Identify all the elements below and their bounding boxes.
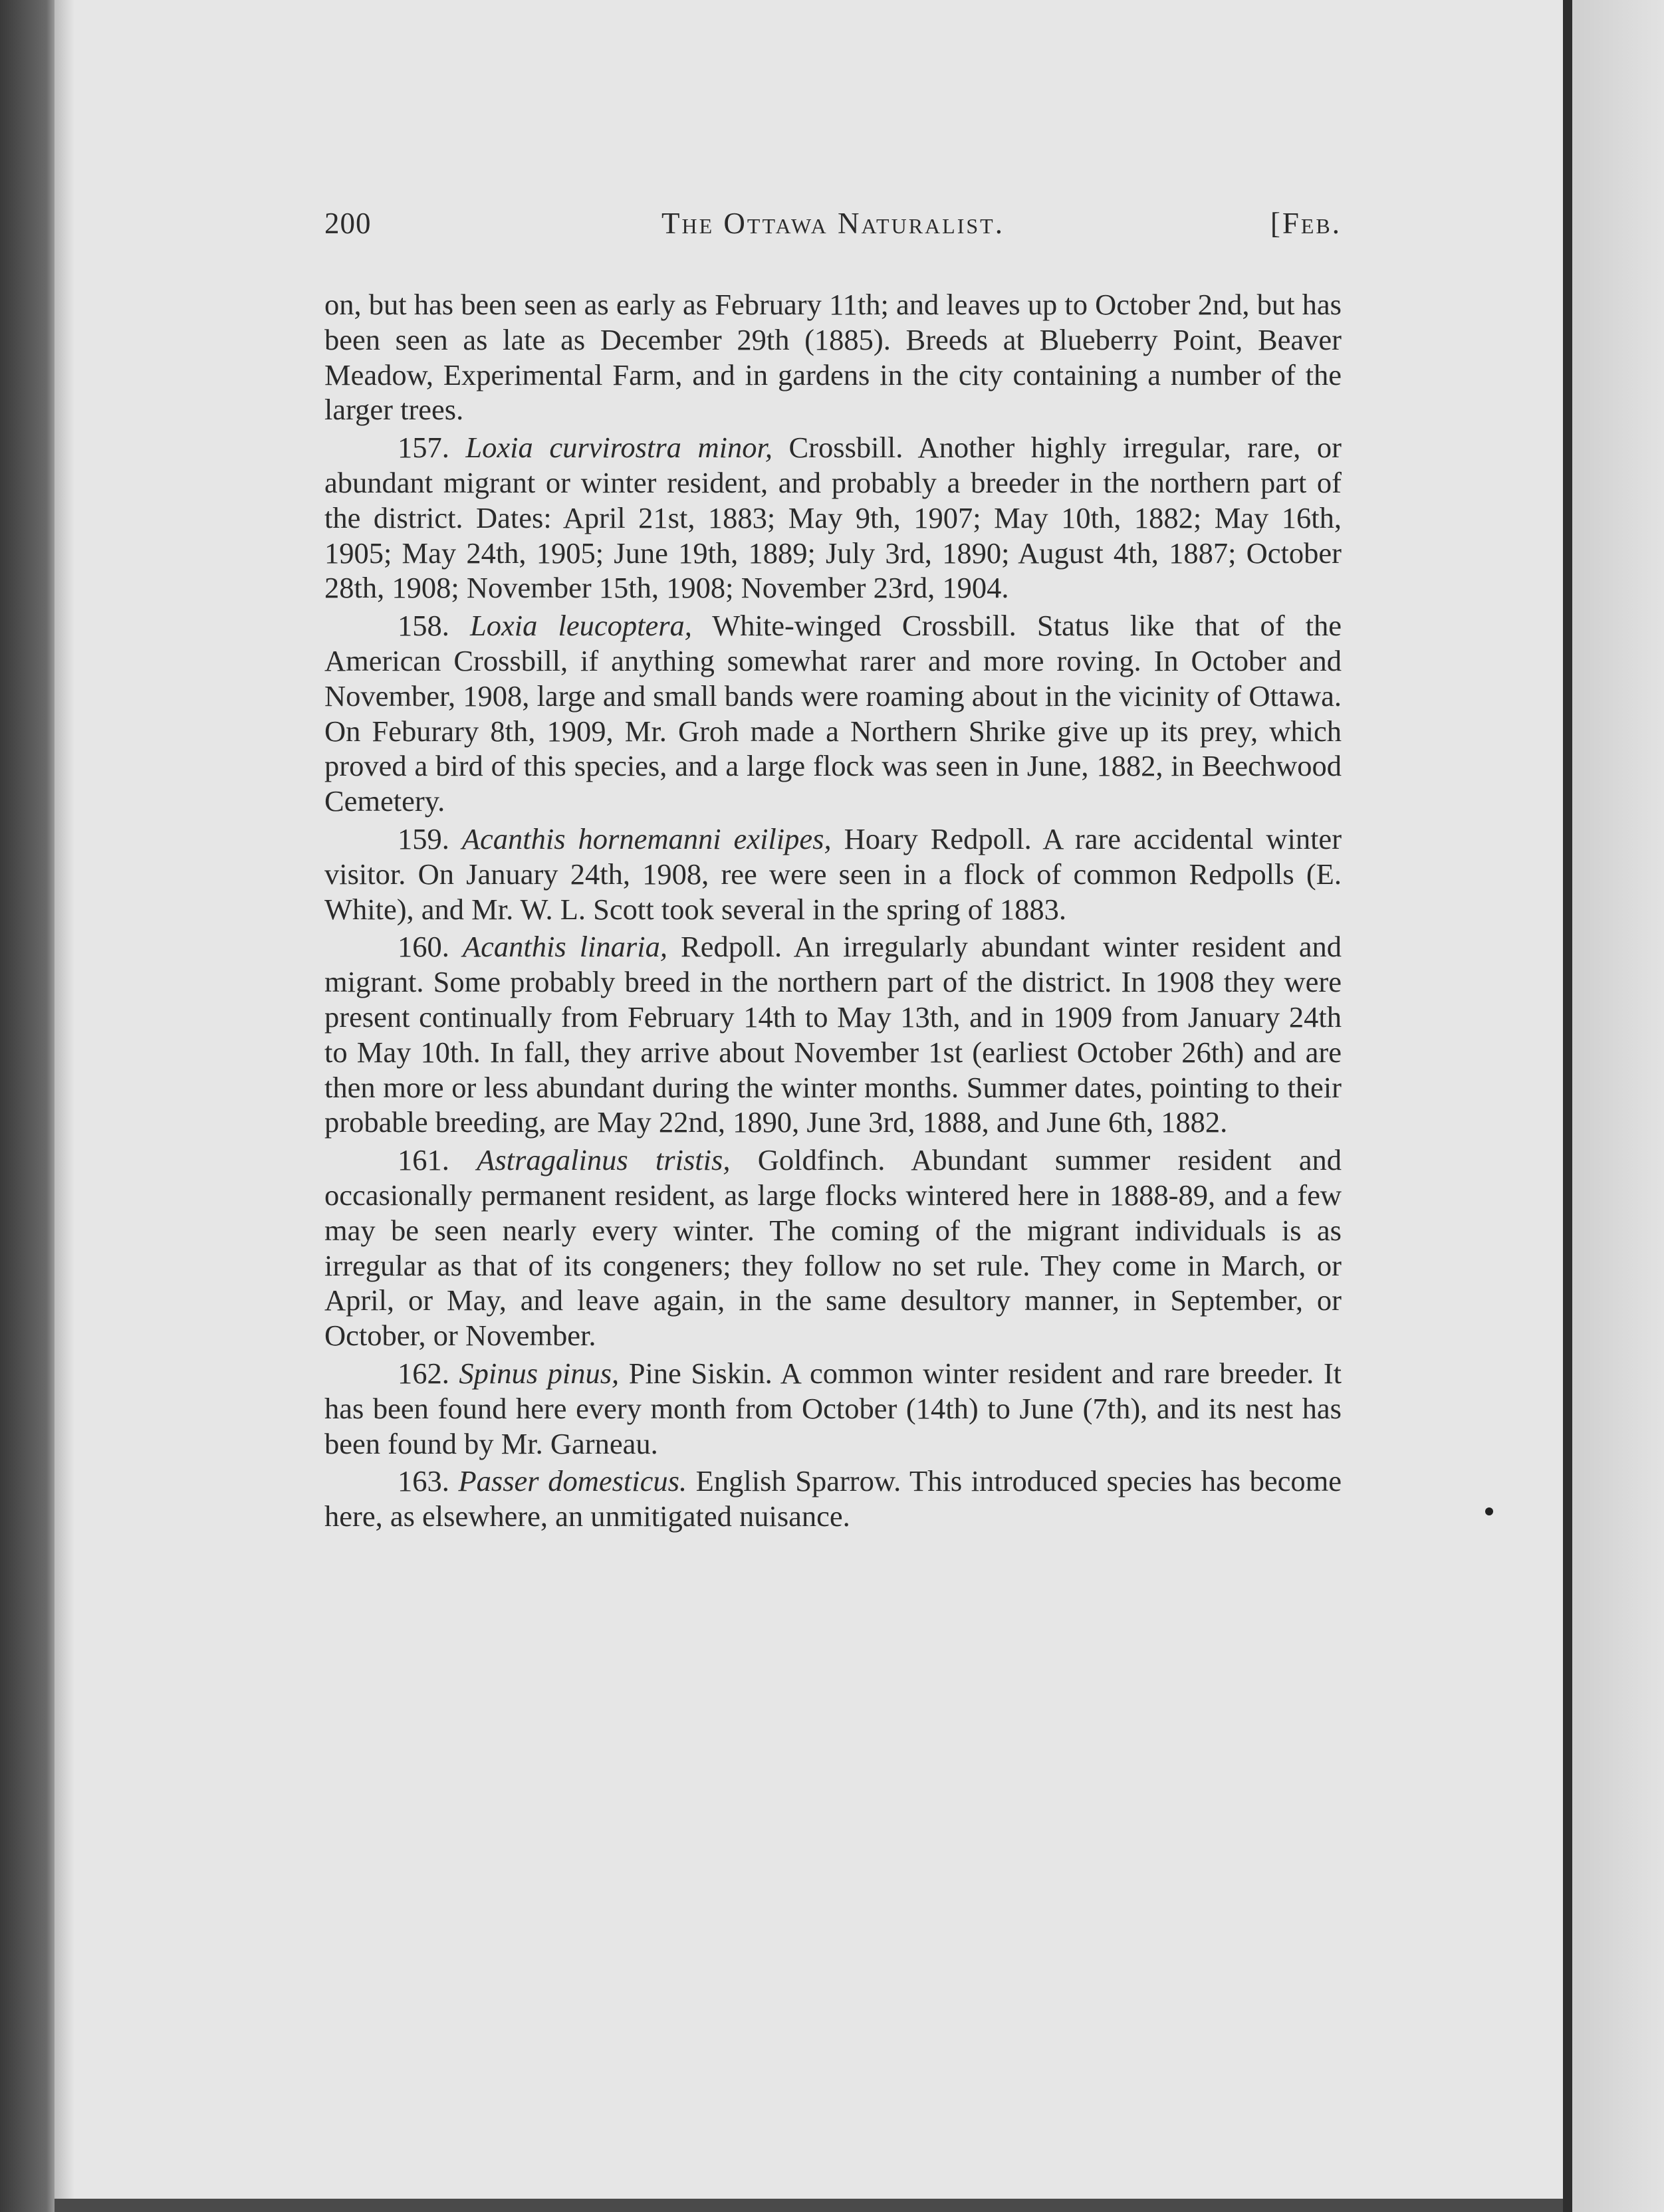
scan-right-margin: [1572, 0, 1664, 2212]
body-text: [324, 287, 1342, 1534]
entry-number: 157.: [398, 431, 449, 465]
ink-speck: [1485, 1507, 1493, 1515]
continuation-paragraph: on, but has been seen as early as February 11th; and leaves up to October 2nd, but has been seen as late as December 29th (1885). Breeds at Blueberry Point, Beaver Meadow, Experimental Farm, and in gardens in the city containing a number of the larger trees.: [324, 288, 1342, 427]
page-gutter-shadow: [55, 0, 74, 2212]
species-name: Astragalinus tristis,: [477, 1143, 731, 1177]
entry-text: White-winged Crossbill. Status like that of the American Crossbill, if anything somewhat rarer and more roving. In October and November, 1908, large and small bands were roaming about in the vicinity of Ottawa. On Feburary 8th, 1909, Mr. Groh made a Northern Shrike give up its prey, which proved a bird of this species, and a large flock was seen in June, 1882, in Beechwood Cemetery.: [324, 609, 1342, 818]
scan-left-edge: [0, 0, 55, 2212]
species-entry-159: [324, 822, 1342, 927]
entry-number: 163.: [398, 1464, 449, 1498]
header-month: [Feb.: [1270, 207, 1342, 240]
species-entry-161: [324, 1143, 1342, 1353]
entry-text: Goldfinch. Abundant summer resident and occasionally permanent resident, as large flocks wintered here in 1888-89, and a few may be seen nearly every winter. The coming of the migrant individuals is as irregular as that of its congeners; they follow no set rule. They come in March, or April, or May, and leave again, in the same desultory manner, in September, or October, or November.: [324, 1143, 1342, 1353]
entry-text: Crossbill. Another highly irregular, rare, or abundant migrant or winter resident, and probably a breeder in the northern part of the district. Dates: April 21st, 1883; May 9th, 1907; May 10th, 1882; May 16th, 1905; May 24th, 1905; June 19th, 1889; July 3rd, 1890; August 4th, 1887; October 28th, 1908; November 15th, 1908; November 23rd, 1904.: [324, 431, 1342, 605]
entry-text: Hoary Redpoll. A rare accidental winter visitor. On January 24th, 1908, ree were seen in a flock of common Redpolls (E. White), and Mr. W. L. Scott took several in the spring of 1883.: [324, 822, 1342, 926]
species-name: Acanthis linaria,: [462, 930, 667, 964]
journal-title: The Ottawa Naturalist.: [661, 207, 1005, 240]
species-name: Loxia curvirostra minor,: [465, 431, 773, 465]
entry-text: English Sparrow. This introduced species has become here, as elsewhere, an unmitigated nuisance.: [324, 1464, 1342, 1533]
book-page: [324, 199, 1342, 1537]
running-header: [324, 199, 1342, 253]
entry-number: 161.: [398, 1143, 449, 1177]
page-number: 200: [324, 207, 372, 240]
species-entry-163: [324, 1464, 1342, 1534]
scan-right-border: [1563, 0, 1572, 2212]
species-name: Passer domesticus.: [458, 1464, 687, 1498]
species-entry-160: [324, 929, 1342, 1140]
entry-text: Pine Siskin. A common winter resident and rare breeder. It has been found here every month from October (14th) to June (7th), and its nest has been found by Mr. Garneau.: [324, 1356, 1342, 1460]
species-entry-162: [324, 1356, 1342, 1461]
entry-number: 159.: [398, 822, 449, 855]
species-name: Loxia leucoptera,: [470, 609, 692, 643]
species-entry-158: [324, 608, 1342, 819]
species-name: Spinus pinus,: [459, 1356, 620, 1390]
species-entry-157: [324, 430, 1342, 606]
entry-text: Redpoll. An irregularly abundant winter resident and migrant. Some probably breed in the northern part of the district. In 1908 they were present continually from February 14th to May 13th, and in 1909 from January 24th to May 10th. In fall, they arrive about November 1st (earliest October 26th) and are then more or less abundant during the winter months. Summer dates, pointing to their probable breeding, are May 22nd, 1890, June 3rd, 1888, and June 6th, 1882.: [324, 930, 1342, 1139]
entry-number: 160.: [398, 930, 449, 964]
entry-number: 158.: [398, 609, 449, 643]
entry-number: 162.: [398, 1356, 449, 1390]
species-name: Acanthis hornemanni exilipes,: [461, 822, 832, 855]
scan-bottom-edge: [55, 2199, 1563, 2212]
